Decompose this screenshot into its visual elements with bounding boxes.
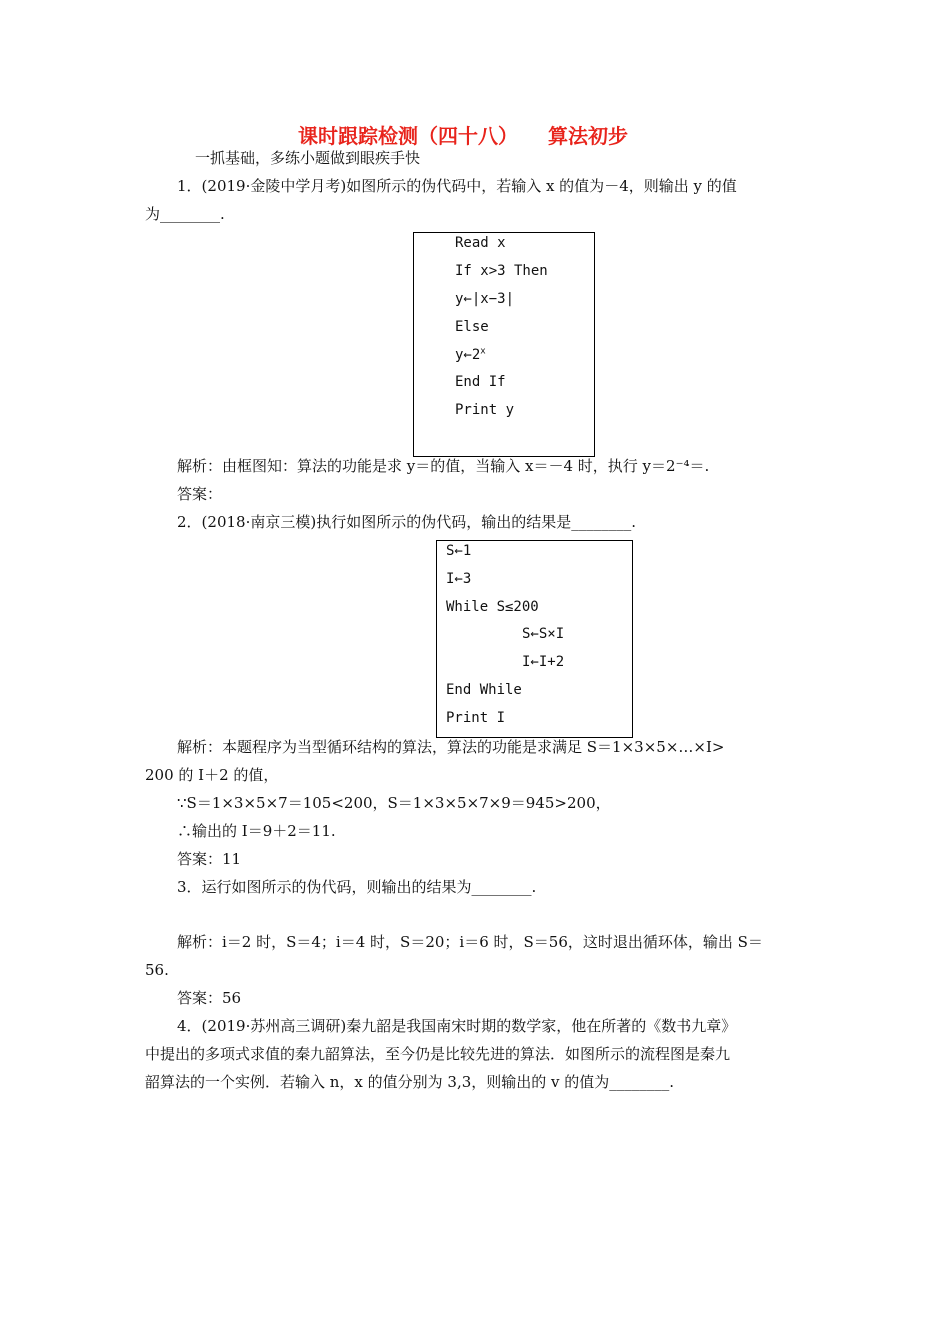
q2-answer: 答案：11 bbox=[177, 850, 242, 868]
q2-line1: 2．(2018·南京三模)执行如图所示的伪代码，输出的结果是________. bbox=[177, 513, 636, 531]
q2-analysis: ∵S＝1×3×5×7＝105<200，S＝1×3×5×7×9＝945>200， bbox=[177, 794, 611, 812]
q1-analysis: 解析：由框图知：算法的功能是求 y＝的值，当输入 x＝－4 时，执行 y＝2⁻⁴＝. bbox=[177, 457, 710, 475]
q1-code-line: Print y bbox=[455, 402, 515, 418]
q2-code-line: While S≤200 bbox=[446, 599, 539, 615]
q1-line1: 1．(2019·金陵中学月考)如图所示的伪代码中，若输入 x 的值为－4，则输出 y 的值 bbox=[177, 177, 737, 195]
q1-code-line: If x>3 Then bbox=[455, 263, 548, 279]
q1-code-line: y←|x−3| bbox=[455, 291, 515, 307]
title-main: 课时跟踪检测（四十八） bbox=[298, 124, 518, 148]
q1-code-line: Else bbox=[455, 319, 489, 335]
q2-code-line: Print I bbox=[446, 710, 506, 726]
q2-analysis: 200 的 I＋2 的值， bbox=[145, 766, 279, 784]
q2-analysis: 解析：本题程序为当型循环结构的算法，算法的功能是求满足 S＝1×3×5×…×I> bbox=[177, 738, 725, 756]
q2-code-line: S←1 bbox=[446, 543, 472, 559]
q4-line2: 中提出的多项式求值的秦九韶算法，至今仍是比较先进的算法．如图所示的流程图是秦九 bbox=[145, 1045, 731, 1063]
q1-code-line: Read x bbox=[455, 235, 506, 251]
q1-line2: 为________. bbox=[145, 205, 225, 223]
q2-analysis: ∴输出的 I＝9＋2＝11. bbox=[177, 822, 336, 840]
q2-code-line: I←I+2 bbox=[522, 654, 565, 670]
q1-code-line: y←2$^x$ bbox=[455, 346, 486, 363]
q2-code-line: S←S×I bbox=[522, 626, 565, 642]
q3-answer: 答案：56 bbox=[177, 989, 242, 1007]
q1-answer: 答案： bbox=[177, 485, 223, 503]
title-sub: 算法初步 bbox=[548, 124, 628, 148]
q2-code-line: I←3 bbox=[446, 571, 472, 587]
q3-analysis: 56. bbox=[145, 961, 169, 979]
section-heading: 一抓基础，多练小题做到眼疾手快 bbox=[195, 149, 421, 167]
q1-code-line: End If bbox=[455, 374, 506, 390]
q4-line1: 4．(2019·苏州高三调研)秦九韶是我国南宋时期的数学家，他在所著的《数书九章》 bbox=[177, 1017, 737, 1035]
q3-analysis: 解析：i＝2 时，S＝4；i＝4 时，S＝20；i＝6 时，S＝56，这时退出循环体，输出 S＝ bbox=[177, 933, 763, 951]
page-title bbox=[298, 124, 628, 148]
q4-line3: 韶算法的一个实例．若输入 n，x 的值分别为 3,3，则输出的 v 的值为________. bbox=[145, 1073, 675, 1091]
q2-code-line: End While bbox=[446, 682, 522, 698]
q3-line1: 3．运行如图所示的伪代码，则输出的结果为________. bbox=[177, 878, 537, 896]
